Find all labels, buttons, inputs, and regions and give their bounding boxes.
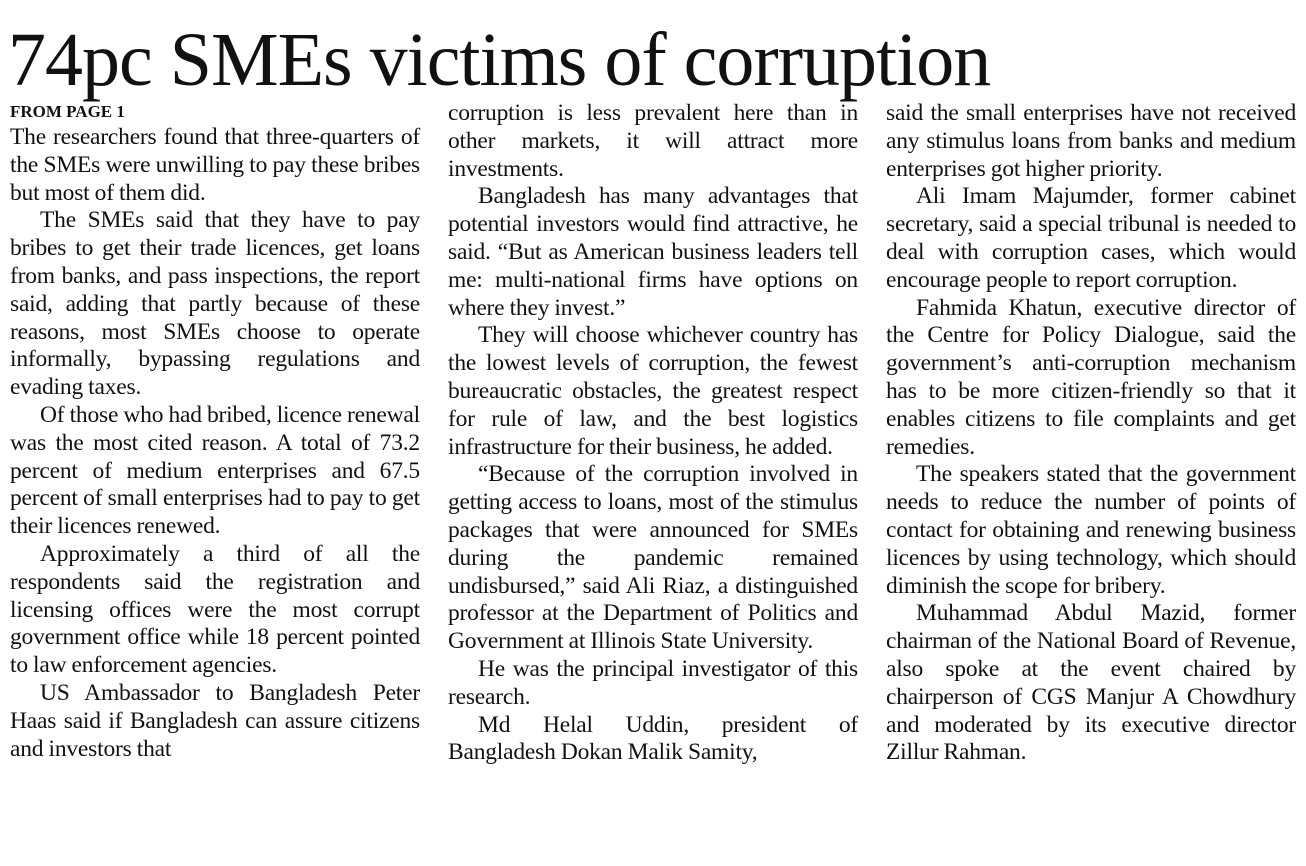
paragraph-continued: said the small enterprises have not received any stimulus loans from banks and medium enterprises got higher priority.: [886, 100, 1296, 182]
paragraph: The researchers found that three-quarters of the SMEs were unwilling to pay these bribes but most of them did.: [10, 124, 420, 206]
paragraph: Md Helal Uddin, president of Bangladesh Dokan Malik Samity,: [448, 711, 858, 766]
paragraph: Approximately a third of all the respondents said the registration and licensing offices were the most corrupt government office while 18 percent pointed to law enforcement agencies.: [10, 540, 420, 679]
paragraph: Muhammad Abdul Mazid, former chairman of the National Board of Revenue, also spoke at the event chaired by chairperson of CGS Manjur A Chowdhury and moderated by its executive director Zillur Rahman.: [886, 600, 1296, 766]
paragraph: US Ambassador to Bangladesh Peter Haas said if Bangladesh can assure citizens and investors that: [10, 679, 420, 762]
paragraph: The SMEs said that they have to pay bribes to get their trade licences, get loans from banks, and pass inspections, the report said, adding that partly because of these reasons, most SMEs choose to operate informally, bypassing regulations and evading taxes.: [10, 207, 420, 401]
column-3: [886, 100, 1296, 767]
paragraph: The speakers stated that the government needs to reduce the number of points of contact for obtaining and renewing business licences by using technology, which should diminish the scope for bribery.: [886, 461, 1296, 599]
paragraph: Fahmida Khatun, executive director of the Centre for Policy Dialogue, said the government’s anti-corruption mechanism has to be more citizen-friendly so that it enables citizens to file complaints and get remedies.: [886, 294, 1296, 460]
paragraph: Bangladesh has many advantages that potential investors would find attractive, he said. “But as American business leaders tell me: multi-national firms have options on where they invest.”: [448, 183, 858, 321]
paragraph-continued: corruption is less prevalent here than in other markets, it will attract more investments.: [448, 100, 858, 182]
paragraph: Ali Imam Majumder, former cabinet secretary, said a special tribunal is needed to deal with corruption cases, which would encourage people to report corruption.: [886, 183, 1296, 293]
column-2: [448, 100, 858, 767]
headline: 74pc SMEs victims of corruption: [8, 18, 991, 102]
paragraph: He was the principal investigator of this research.: [448, 655, 858, 710]
paragraph: They will choose whichever country has the lowest levels of corruption, the fewest bureaucratic obstacles, the greatest respect for rule of law, and the best logistics infrastructure for their business, he added.: [448, 322, 858, 460]
paragraph: Of those who had bribed, licence renewal was the most cited reason. A total of 73.2 percent of medium enterprises and 67.5 percent of small enterprises had to pay to get their licences renewed.: [10, 401, 420, 540]
jump-label: FROM PAGE 1: [10, 102, 125, 121]
column-1: [10, 100, 420, 763]
paragraph: “Because of the corruption involved in getting access to loans, most of the stimulus packages that were announced for SMEs during the pandemic remained undisbursed,” said Ali Riaz, a distinguished professor at the Department of Politics and Government at Illinois State University.: [448, 461, 858, 655]
